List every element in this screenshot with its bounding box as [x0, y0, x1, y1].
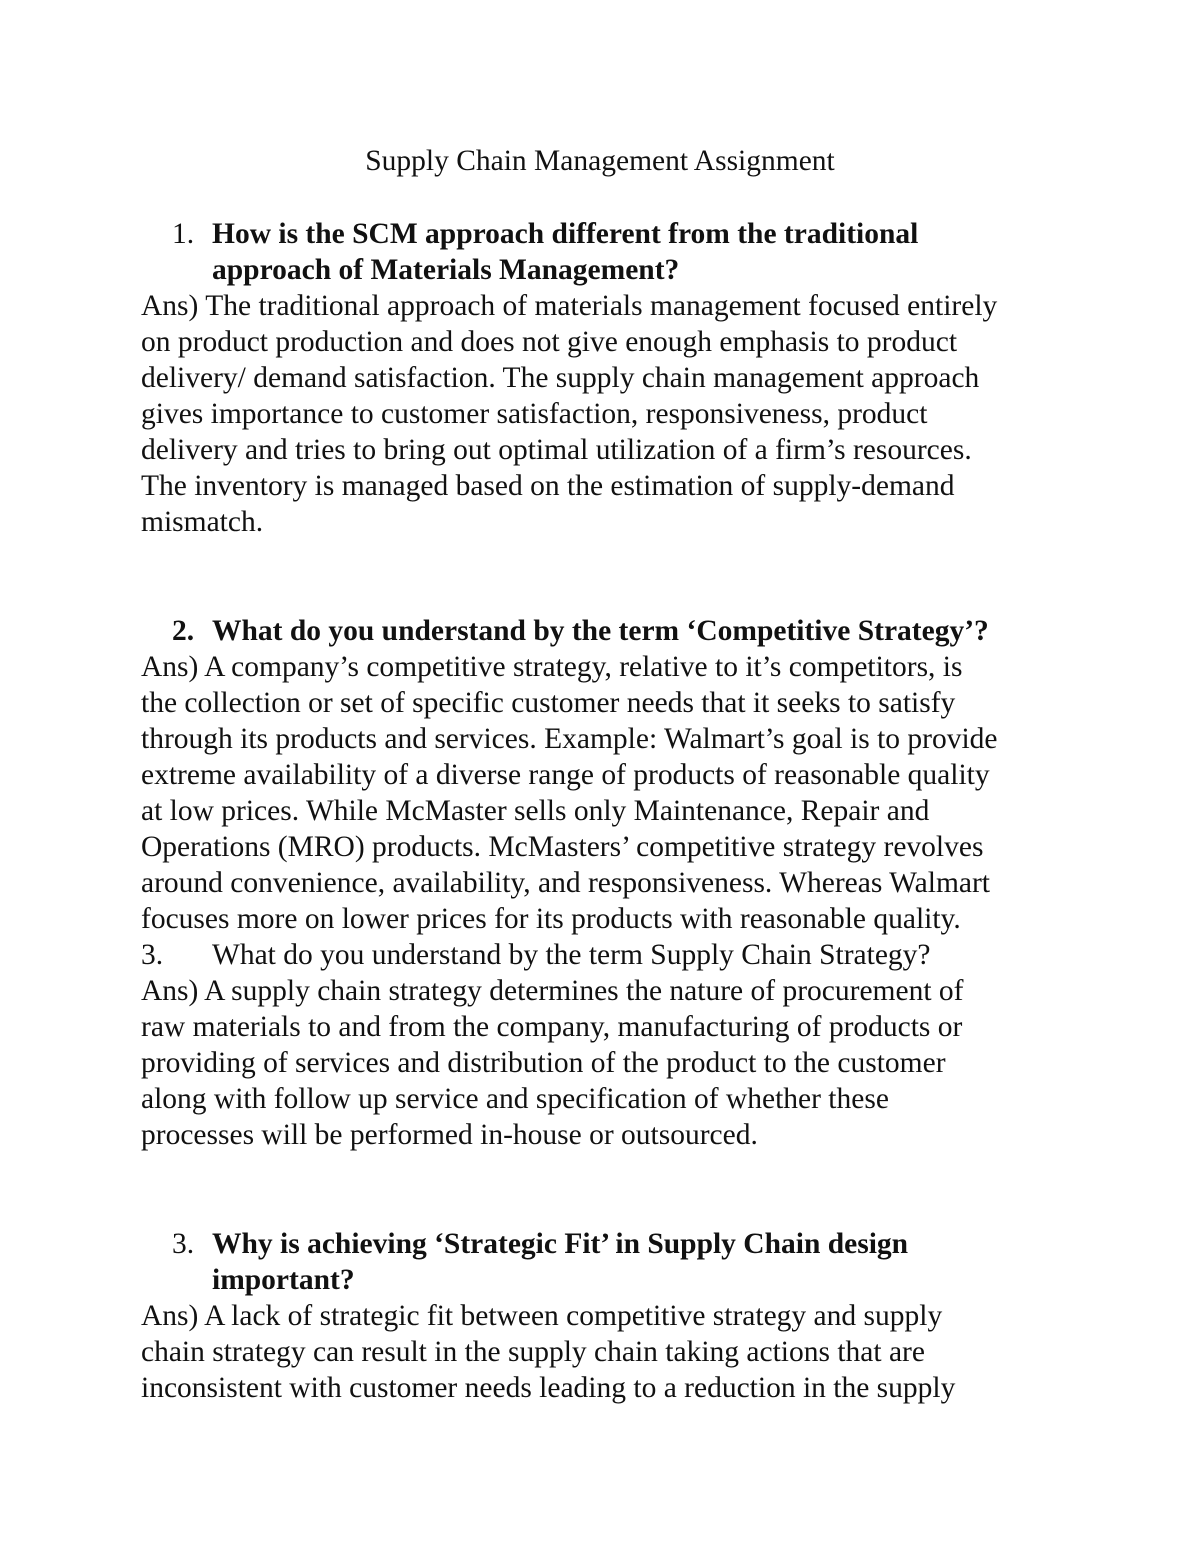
question-4-line-1: Why is achieving ‘Strategic Fit’ in Supply Chain design — [212, 1228, 909, 1260]
answer-1-line-6: The inventory is managed based on the estimation of supply-demand — [141, 470, 955, 502]
answer-4-line-1: Ans) A lack of strategic fit between competitive strategy and supply — [141, 1300, 943, 1332]
answer-3-line-4: along with follow up service and specification of whether these — [141, 1083, 889, 1115]
answer-2-line-3: through its products and services. Example: Walmart’s goal is to provide — [141, 723, 998, 755]
question-2-number: 2. — [172, 615, 195, 647]
answer-3-line-1: Ans) A supply chain strategy determines the nature of procurement of — [141, 975, 964, 1007]
document-title: Supply Chain Management Assignment — [365, 145, 835, 177]
question-1-line-1: How is the SCM approach different from the traditional — [212, 218, 919, 250]
answer-4-line-3: inconsistent with customer needs leading to a reduction in the supply — [141, 1372, 956, 1404]
answer-1-line-5: delivery and tries to bring out optimal utilization of a firm’s resources. — [141, 434, 972, 466]
question-4-line-2: important? — [212, 1264, 355, 1296]
answer-2-line-8: focuses more on lower prices for its products with reasonable quality. — [141, 903, 961, 935]
question-2-line-1: What do you understand by the term ‘Competitive Strategy’? — [212, 615, 989, 647]
answer-1-line-3: delivery/ demand satisfaction. The supply chain management approach — [141, 362, 980, 394]
question-3-number: 3. — [141, 939, 164, 971]
answer-2-line-2: the collection or set of specific customer needs that it seeks to satisfy — [141, 687, 956, 719]
answer-1-line-4: gives importance to customer satisfaction, responsiveness, product — [141, 398, 928, 430]
answer-1-line-7: mismatch. — [141, 506, 264, 538]
answer-2-line-1: Ans) A company’s competitive strategy, relative to it’s competitors, is — [141, 651, 963, 683]
answer-1-line-2: on product production and does not give enough emphasis to product — [141, 326, 958, 358]
answer-2-line-6: Operations (MRO) products. McMasters’ competitive strategy revolves — [141, 831, 984, 863]
question-4-number: 3. — [172, 1228, 195, 1260]
question-1-line-2: approach of Materials Management? — [212, 254, 680, 286]
answer-3-line-2: raw materials to and from the company, manufacturing of products or — [141, 1011, 963, 1043]
answer-2-line-4: extreme availability of a diverse range of products of reasonable quality — [141, 759, 990, 791]
answer-4-line-2: chain strategy can result in the supply chain taking actions that are — [141, 1336, 925, 1368]
question-3-line-1: What do you understand by the term Supply Chain Strategy? — [212, 939, 931, 971]
answer-2-line-5: at low prices. While McMaster sells only Maintenance, Repair and — [141, 795, 930, 827]
answer-2-line-7: around convenience, availability, and responsiveness. Whereas Walmart — [141, 867, 991, 899]
question-1-number: 1. — [172, 218, 195, 250]
answer-3-line-3: providing of services and distribution of the product to the customer — [141, 1047, 946, 1079]
answer-3-line-5: processes will be performed in-house or outsourced. — [141, 1119, 758, 1151]
answer-1-line-1: Ans) The traditional approach of materials management focused entirely — [141, 290, 998, 322]
